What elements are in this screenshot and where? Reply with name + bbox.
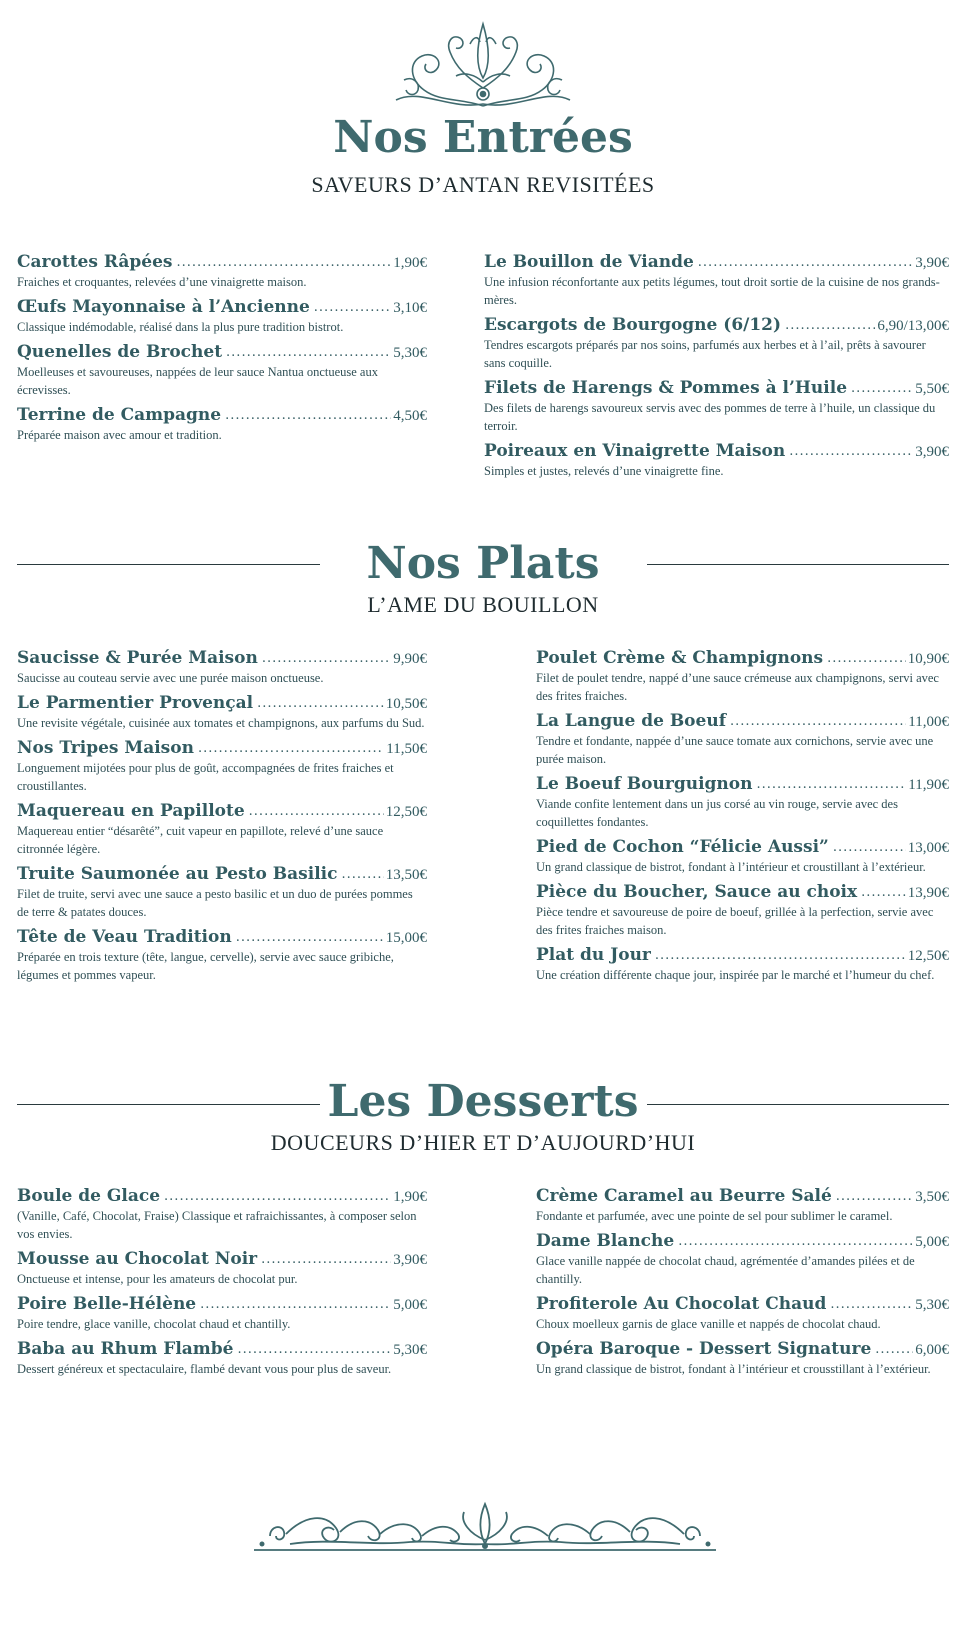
item-name: Filets de Harengs & Pommes à l’Huile — [484, 378, 848, 398]
dot-leader — [836, 1189, 913, 1204]
menu-item — [17, 297, 427, 336]
item-description: Glace vanille nappée de chocolat chaud, agrémentée d’amandes pilées et de chantilly. — [536, 1254, 915, 1286]
item-name: Poireaux en Vinaigrette Maison — [484, 441, 786, 461]
item-price: 9,90€ — [393, 651, 427, 667]
item-name: Truite Saumonée au Pesto Basilic — [17, 864, 338, 884]
desserts-title: Les Desserts — [327, 1076, 639, 1127]
item-price: 1,90€ — [393, 255, 427, 271]
dot-leader — [698, 255, 913, 270]
menu-item — [17, 1339, 427, 1378]
item-description: Filet de truite, servi avec une sauce a pesto basilic et un duo de purées pommes de terre & patates douces. — [17, 887, 413, 919]
item-name: Boule de Glace — [17, 1186, 161, 1206]
item-name: Œufs Mayonnaise à l’Ancienne — [17, 297, 310, 317]
menu-item — [17, 864, 427, 921]
dot-leader — [827, 651, 906, 666]
item-price: 15,00€ — [385, 930, 427, 946]
dot-leader — [249, 804, 384, 819]
dot-leader — [237, 1342, 391, 1357]
plats-left-column — [17, 648, 427, 990]
item-price: 3,90€ — [915, 255, 949, 271]
dot-leader — [785, 318, 875, 333]
item-price: 13,00€ — [907, 840, 949, 856]
dot-leader — [341, 867, 383, 882]
item-price: 10,90€ — [907, 651, 949, 667]
item-name: Pièce du Boucher, Sauce au choix — [536, 882, 858, 902]
item-name: Baba au Rhum Flambé — [17, 1339, 234, 1359]
item-description: Une infusion réconfortante aux petits légumes, tout droit sortie de la cuisine de nos grands-mères. — [484, 275, 940, 307]
item-description: Maquereau entier “désarêté”, cuit vapeur en papillote, relevé d’une sauce citronnée légère. — [17, 824, 384, 856]
item-price: 3,50€ — [915, 1189, 949, 1205]
item-description: Fraiches et croquantes, relevées d’une vinaigrette maison. — [17, 275, 307, 289]
dot-leader — [225, 408, 391, 423]
entrees-subtitle: SAVEURS D’ANTAN REVISITÉES — [311, 172, 655, 197]
item-name: Nos Tripes Maison — [17, 738, 194, 758]
item-description: Préparée maison avec amour et tradition. — [17, 428, 222, 442]
entrees-left-column — [17, 252, 427, 450]
item-price: 1,90€ — [393, 1189, 427, 1205]
item-name: Le Parmentier Provençal — [17, 693, 254, 713]
item-price: 5,00€ — [915, 1234, 949, 1250]
dot-leader — [261, 1252, 391, 1267]
dot-leader — [198, 741, 384, 756]
dot-leader — [200, 1297, 391, 1312]
item-price: 6,00€ — [915, 1342, 949, 1358]
dot-leader — [830, 1297, 913, 1312]
item-name: Le Boeuf Bourguignon — [536, 774, 753, 794]
item-description: Onctueuse et intense, pour les amateurs de chocolat pur. — [17, 1272, 298, 1286]
dot-leader — [678, 1234, 913, 1249]
item-price: 10,50€ — [385, 696, 427, 712]
item-name: Profiterole Au Chocolat Chaud — [536, 1294, 827, 1314]
dot-leader — [861, 885, 906, 900]
item-name: Saucisse & Purée Maison — [17, 648, 258, 668]
item-price: 4,50€ — [393, 408, 427, 424]
menu-item — [17, 927, 427, 984]
dot-leader — [851, 381, 913, 396]
menu-item — [17, 342, 427, 399]
menu-item — [484, 252, 949, 309]
menu-item — [17, 738, 427, 795]
desserts-right-column — [536, 1186, 949, 1384]
item-name: Mousse au Chocolat Noir — [17, 1249, 258, 1269]
item-description: (Vanille, Café, Chocolat, Fraise) Classique et rafraichissantes, à composer selon vos envies. — [17, 1209, 417, 1241]
item-description: Poire tendre, glace vanille, chocolat chaud et chantilly. — [17, 1317, 291, 1331]
item-description: Tendre et fondante, nappée d’une sauce tomate aux cornichons, servie avec une purée maison. — [536, 734, 934, 766]
item-description: Longuement mijotées pour plus de goût, accompagnées de frites fraiches et croustillantes. — [17, 761, 394, 793]
menu-item — [484, 441, 949, 480]
desserts-subtitle: DOUCEURS D’HIER ET D’AUJOURD’HUI — [270, 1130, 696, 1155]
item-name: Le Bouillon de Viande — [484, 252, 694, 272]
item-description: Viande confite lentement dans un jus corsé au vin rouge, servie avec des coquillettes fondantes. — [536, 797, 898, 829]
menu-item — [17, 1294, 427, 1333]
dot-leader — [226, 345, 391, 360]
menu-item — [536, 774, 949, 831]
item-price: 11,50€ — [386, 741, 427, 757]
item-name: Poire Belle-Hélène — [17, 1294, 197, 1314]
menu-item — [17, 648, 427, 687]
item-name: Carottes Râpées — [17, 252, 173, 272]
item-name: Tête de Veau Tradition — [17, 927, 232, 947]
menu-item — [17, 405, 427, 444]
item-description: Choux moelleux garnis de glace vanille et nappés de chocolat chaud. — [536, 1317, 881, 1331]
menu-item — [536, 1231, 949, 1288]
dot-leader — [756, 777, 906, 792]
item-description: Un grand classique de bistrot, fondant à l’intérieur et crousstillant à l’extérieur. — [536, 1362, 931, 1376]
menu-item — [17, 693, 427, 732]
item-price: 3,90€ — [915, 444, 949, 460]
item-name: Opéra Baroque - Dessert Signature — [536, 1339, 872, 1359]
menu-item — [484, 315, 949, 372]
dot-leader — [176, 255, 391, 270]
dot-leader — [236, 930, 384, 945]
dot-leader — [655, 948, 906, 963]
menu-item — [17, 801, 427, 858]
menu-item — [536, 945, 949, 984]
menu-item — [536, 1339, 949, 1378]
menu-item — [536, 1186, 949, 1225]
entrees-right-column — [484, 252, 949, 486]
item-description: Pièce tendre et savoureuse de poire de boeuf, grillée à la perfection, servie avec des frites fraiches maison. — [536, 905, 934, 937]
item-price: 11,90€ — [908, 777, 949, 793]
dot-leader — [257, 696, 384, 711]
item-price: 5,30€ — [915, 1297, 949, 1313]
dot-leader — [314, 300, 391, 315]
desserts-left-column — [17, 1186, 427, 1384]
menu-item — [484, 378, 949, 435]
item-price: 5,00€ — [393, 1297, 427, 1313]
item-description: Préparée en trois texture (tête, langue, cervelle), servie avec sauce gribiche, légumes et pommes vapeur. — [17, 950, 394, 982]
menu-item — [17, 252, 427, 291]
item-name: Plat du Jour — [536, 945, 651, 965]
menu-item — [536, 648, 949, 705]
item-description: Simples et justes, relevés d’une vinaigrette fine. — [484, 464, 724, 478]
item-description: Une revisite végétale, cuisinée aux tomates et champignons, aux parfums du Sud. — [17, 716, 425, 730]
dot-leader — [262, 651, 391, 666]
dot-leader — [730, 714, 906, 729]
item-name: La Langue de Boeuf — [536, 711, 727, 731]
item-description: Un grand classique de bistrot, fondant à l’intérieur et croustillant à l’extérieur. — [536, 860, 926, 874]
menu-item — [536, 1294, 949, 1333]
scroll-border-ornament-icon — [250, 1500, 720, 1556]
item-price: 6,90/13,00€ — [877, 318, 949, 334]
menu-item — [536, 837, 949, 876]
menu-item — [17, 1249, 427, 1288]
dot-leader — [164, 1189, 391, 1204]
floral-ornament-icon — [390, 18, 576, 114]
menu-item — [536, 882, 949, 939]
item-name: Escargots de Bourgogne (6/12) — [484, 315, 782, 335]
plats-subtitle: L’AME DU BOUILLON — [367, 592, 599, 617]
item-price: 5,30€ — [393, 1342, 427, 1358]
item-description: Dessert généreux et spectaculaire, flambé devant vous pour plus de saveur. — [17, 1362, 392, 1376]
item-price: 3,10€ — [393, 300, 427, 316]
item-price: 11,00€ — [908, 714, 949, 730]
plats-title: Nos Plats — [366, 538, 600, 589]
item-name: Quenelles de Brochet — [17, 342, 223, 362]
item-description: Tendres escargots préparés par nos soins, parfumés aux herbes et à l’ail, prêts à savourer sans coquille. — [484, 338, 926, 370]
dot-leader — [875, 1342, 913, 1357]
item-name: Dame Blanche — [536, 1231, 675, 1251]
item-description: Fondante et parfumée, avec une pointe de sel pour sublimer le caramel. — [536, 1209, 893, 1223]
item-name: Pied de Cochon “Félicie Aussi” — [536, 837, 829, 857]
item-price: 5,30€ — [393, 345, 427, 361]
item-description: Des filets de harengs savoureux servis avec des pommes de terre à l’huile, un classique du terroir. — [484, 401, 936, 433]
item-price: 3,90€ — [393, 1252, 427, 1268]
item-name: Terrine de Campagne — [17, 405, 222, 425]
item-description: Filet de poulet tendre, nappé d’une sauce crémeuse aux champignons, servi avec des frites fraiches. — [536, 671, 939, 703]
item-price: 12,50€ — [907, 948, 949, 964]
item-price: 12,50€ — [385, 804, 427, 820]
item-description: Saucisse au couteau servie avec une purée maison onctueuse. — [17, 671, 324, 685]
item-name: Crème Caramel au Beurre Salé — [536, 1186, 832, 1206]
item-name: Maquereau en Papillote — [17, 801, 245, 821]
dot-leader — [833, 840, 906, 855]
entrees-title: Nos Entrées — [333, 112, 633, 163]
item-price: 13,50€ — [385, 867, 427, 883]
menu-item — [17, 1186, 427, 1243]
item-price: 13,90€ — [907, 885, 949, 901]
item-description: Une création différente chaque jour, inspirée par le marché et l’humeur du chef. — [536, 968, 935, 982]
item-price: 5,50€ — [915, 381, 949, 397]
menu-item — [536, 711, 949, 768]
dot-leader — [789, 444, 913, 459]
item-name: Poulet Crème & Champignons — [536, 648, 824, 668]
item-description: Classique indémodable, réalisé dans la plus pure tradition bistrot. — [17, 320, 344, 334]
item-description: Moelleuses et savoureuses, nappées de leur sauce Nantua onctueuse aux écrevisses. — [17, 365, 378, 397]
plats-right-column — [536, 648, 949, 990]
